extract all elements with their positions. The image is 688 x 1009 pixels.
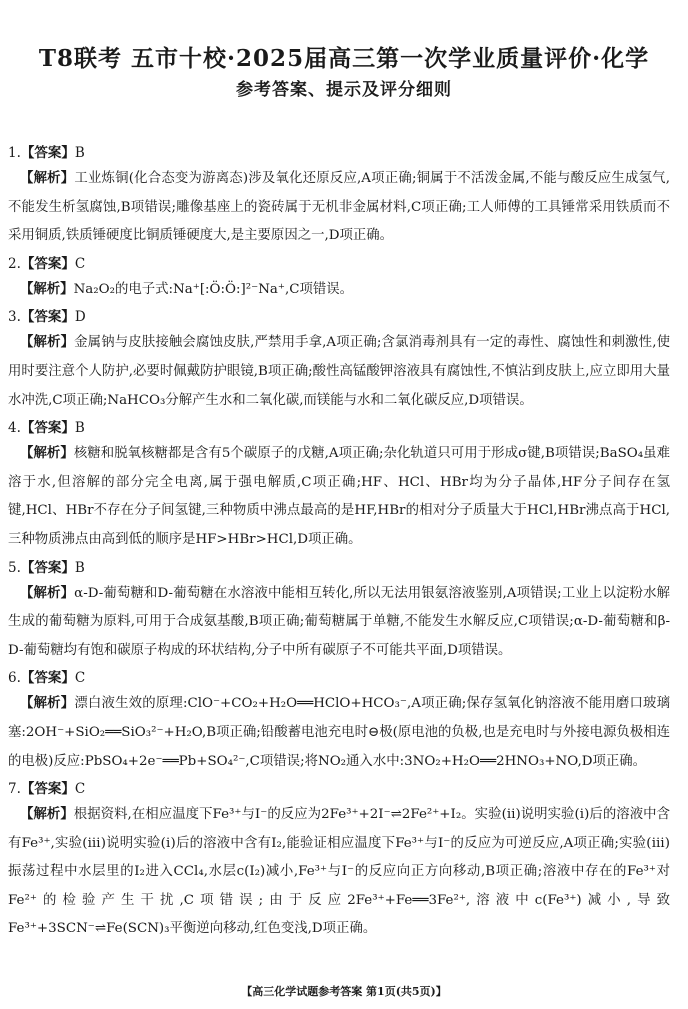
analysis-label: 【解析】: [20, 445, 74, 462]
analysis-text: 根据资料,在相应温度下Fe³⁺与I⁻的反应为2Fe³⁺+2I⁻⇌2Fe²⁺+I₂。实验(ⅱ)说明实验(ⅰ)后的溶液中含有Fe³⁺,实验(ⅲ)说明实验(ⅰ)后的溶液中含有I₂,能验证相应温度下Fe³⁺与I⁻的反应为可逆反应,A项正确;实验(ⅲ)振荡过程中水层里的I₂进入CCl₄,水层c(I₂)减小,Fe³⁺与I⁻的反应向正方向移动,B项正确;溶液中存在的Fe³⁺对Fe²⁺的检验产生干扰,C项错误;由于反应2Fe³⁺+Fe══3Fe²⁺,溶液中c(Fe³⁺)减小,导致Fe³⁺+3SCN⁻⇌Fe(SCN)₃平衡逆向移动,红色变浅,D项正确。: [8, 807, 670, 937]
page-subtitle: 参考答案、提示及评分细则: [236, 80, 452, 100]
question-7: [8, 779, 670, 944]
answer-value: C: [74, 255, 86, 272]
analysis-paragraph: [8, 275, 670, 305]
answer-label: 【答案】: [20, 559, 75, 576]
question-6: [8, 668, 670, 776]
analysis-text: Na₂O₂的电子式:Na⁺[:Ö:Ö:]²⁻Na⁺,C项错误。: [73, 281, 354, 297]
question-number: 2.: [8, 255, 21, 272]
question-number: 7.: [8, 781, 21, 798]
answer-value: D: [74, 309, 86, 326]
answer-label: 【答案】: [20, 670, 75, 687]
answer-list: [8, 140, 670, 944]
page-footer: 【高三化学试题参考答案 第1页(共5页)】: [241, 985, 447, 998]
answer-value: B: [74, 559, 85, 576]
answer-line: [8, 418, 670, 439]
answer-label: 【答案】: [20, 781, 75, 798]
answer-line: [8, 143, 670, 164]
analysis-label: 【解析】: [20, 334, 75, 351]
analysis-paragraph: [8, 689, 670, 776]
analysis-text: 工业炼铜(化合态变为游离态)涉及氧化还原反应,A项正确;铜属于不活泼金属,不能与酸反应生成氢气,不能发生析氢腐蚀,B项错误;雕像基座上的瓷砖属于无机非金属材料,C项正确;工人师傅的工具锤常采用铁质而不采用铜质,铁质锤硬度比铜质锤硬度大,是主要原因之一,D项正确。: [8, 171, 671, 244]
analysis-paragraph: [8, 164, 670, 251]
answer-line: [8, 668, 670, 689]
answer-label: 【答案】: [20, 145, 75, 161]
answer-value: B: [74, 145, 85, 161]
question-3: [8, 307, 670, 415]
answer-label: 【答案】: [20, 255, 75, 272]
question-number: 1.: [8, 145, 21, 161]
page-title: T8联考 五市十校·2025届高三第一次学业质量评价·化学: [38, 45, 650, 72]
analysis-paragraph: [8, 800, 670, 944]
analysis-label: 【解析】: [20, 806, 74, 823]
answer-line: [8, 254, 670, 275]
analysis-label: 【解析】: [20, 695, 75, 712]
question-4: [8, 418, 670, 554]
answer-line: [8, 307, 670, 328]
analysis-text: 金属钠与皮肤接触会腐蚀皮肤,严禁用手拿,A项正确;含氯消毒剂具有一定的毒性、腐蚀性和刺激性,使用时要注意个人防护,必要时佩戴防护眼镜,B项正确;酸性高锰酸钾溶液具有腐蚀性,不慎沾到皮肤上,应立即用大量水冲洗,C项正确;NaHCO₃分解产生水和二氧化碳,而镁能与水和二氧化碳反应,D项错误。: [8, 335, 670, 408]
answer-line: [8, 779, 670, 800]
analysis-label: 【解析】: [20, 170, 75, 186]
answer-line: [8, 558, 670, 579]
question-2: [8, 254, 670, 305]
analysis-paragraph: [8, 439, 670, 554]
analysis-text: 漂白液生效的原理:ClO⁻+CO₂+H₂O══HClO+HCO₃⁻,A项正确;保存氢氧化钠溶液不能用磨口玻璃塞:2OH⁻+SiO₂══SiO₃²⁻+H₂O,B项正确;铅酸蓄电池充电时⊖极(原电池的负极,也是充电时与外接电源负极相连的电极)反应:PbSO₄+2e⁻══Pb+SO₄²⁻,C项错误;将NO₂通入水中:3NO₂+H₂O══2HNO₃+NO,D项正确。: [8, 696, 671, 769]
analysis-paragraph: [8, 328, 670, 415]
answer-label: 【答案】: [20, 420, 75, 437]
answer-label: 【答案】: [20, 309, 75, 326]
question-number: 6.: [8, 670, 21, 687]
analysis-label: 【解析】: [20, 584, 75, 601]
question-number: 3.: [8, 309, 21, 326]
question-number: 5.: [8, 559, 21, 576]
answer-value: C: [74, 670, 86, 687]
answer-value: B: [74, 420, 85, 437]
question-5: [8, 558, 670, 666]
analysis-text: 核糖和脱氧核糖都是含有5个碳原子的戊糖,A项正确;杂化轨道只可用于形成σ键,B项错误;BaSO₄虽难溶于水,但溶解的部分完全电离,属于强电解质,C项正确;HF、HCl、HBr均为分子晶体,HF分子间存在氢键,HCl、HBr不存在分子间氢键,三种物质中沸点最高的是HF,HBr的相对分子质量大于HCl,HBr沸点高于HCl,三种物质沸点由高到低的顺序是HF>HBr>HCl,D项正确。: [8, 446, 671, 547]
analysis-label: 【解析】: [20, 280, 74, 297]
question-1: [8, 143, 670, 251]
analysis-paragraph: [8, 579, 670, 666]
question-number: 4.: [8, 420, 21, 437]
answer-value: C: [74, 781, 86, 798]
analysis-text: α-D-葡萄糖和D-葡萄糖在水溶液中能相互转化,所以无法用银氨溶液鉴别,A项错误;工业上以淀粉水解生成的葡萄糖为原料,可用于合成氨基酸,B项正确;葡萄糖属于单糖,不能发生水解反应,C项错误;α-D-葡萄糖和β-D-葡萄糖均有饱和碳原子构成的环状结构,分子中所有碳原子不可能共平面,D项错误。: [8, 585, 671, 658]
